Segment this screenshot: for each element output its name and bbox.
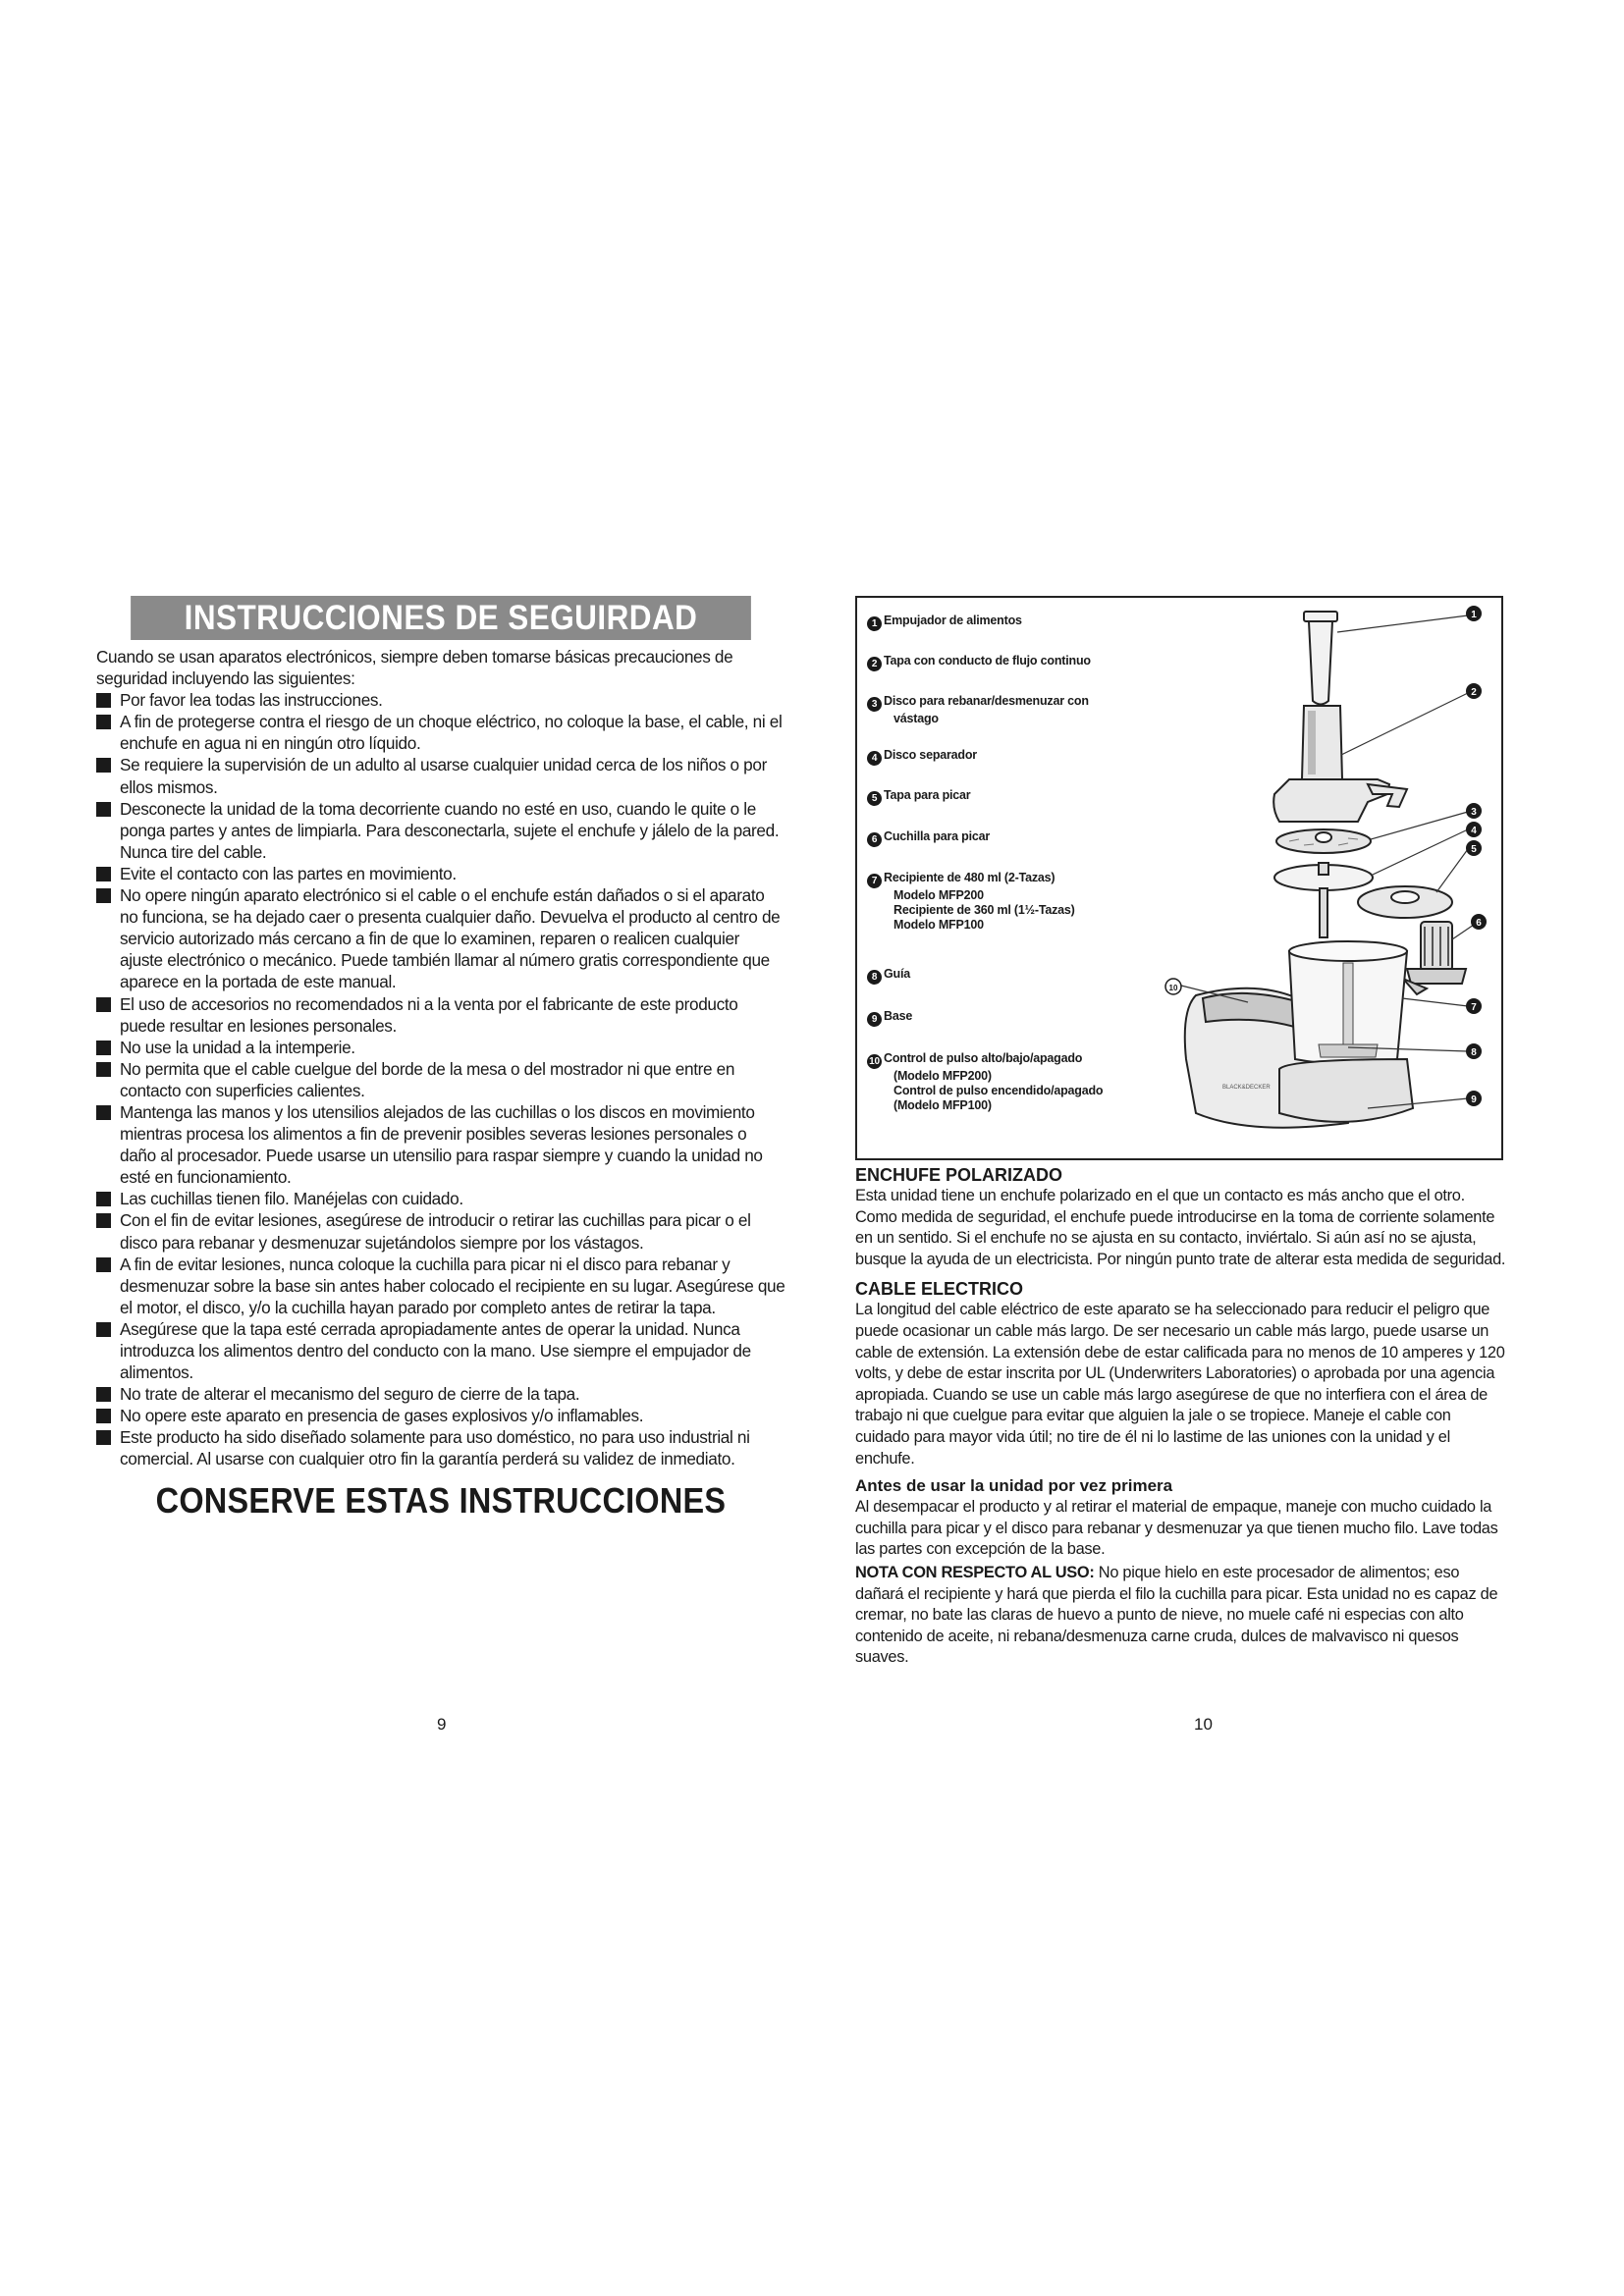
safety-title-banner: INSTRUCCIONES DE SEGUIRDAD bbox=[131, 596, 751, 640]
chopping-blade-drawing bbox=[1403, 922, 1466, 994]
svg-text:8: 8 bbox=[1471, 1047, 1477, 1058]
callout-2 bbox=[1466, 683, 1482, 699]
callout-4 bbox=[1466, 822, 1482, 837]
safety-bullet: Este producto ha sido diseñado solamente para uso doméstico, no para uso industrial ni comercial. Al usarse con cualquier otro fin la garantía perderá su validez de inmediato. bbox=[96, 1426, 785, 1469]
safety-bullet: Se requiere la supervisión de un adulto al usarse cualquier unidad cerca de los niños o por ellos mismos. bbox=[96, 754, 785, 797]
food-processor-illustration bbox=[857, 598, 1501, 1158]
svg-text:1: 1 bbox=[1471, 610, 1477, 620]
safety-bullet: A fin de protegerse contra el riesgo de un choque eléctrico, no coloque la base, el cable, ni el enchufe en agua ni en ningún otro líquido. bbox=[96, 711, 785, 754]
safety-bullet-list bbox=[96, 689, 785, 1469]
part-label: Modelo MFP100 bbox=[893, 918, 984, 932]
usage-note bbox=[855, 1563, 1508, 1669]
part-label: Disco separador bbox=[884, 748, 977, 762]
part-number-badge: 10 bbox=[867, 1054, 882, 1069]
part-number-badge: 5 bbox=[867, 791, 882, 806]
part-number-badge: 1 bbox=[867, 616, 882, 631]
safety-bullet: Desconecte la unidad de la toma decorriente cuando no esté en uso, cuando le quite o le ponga partes y antes de limpiarla. Para desconectarla, sujete el enchufe y jálelo de la pared. Nunca tire del cable. bbox=[96, 798, 785, 863]
usage-note-text: No pique hielo en este procesador de alimentos; eso dañará el recipiente y hará que pierda el filo la cuchilla para picar. Esta unidad no es capaz de cremar, no bate las claras de huevo a punto de nieve, no muele café ni especias con alto contenido de aceite, ni rebana/desmenuza carne cruda, dulces de malvavisco ni quesos suaves. bbox=[855, 1563, 1498, 1667]
svg-text:2: 2 bbox=[1471, 687, 1477, 698]
slicing-disc-drawing bbox=[1276, 829, 1371, 853]
part-number-badge: 2 bbox=[867, 657, 882, 671]
callout-5 bbox=[1466, 840, 1482, 856]
page-number-left: 9 bbox=[437, 1715, 447, 1734]
page-number-right: 10 bbox=[1194, 1715, 1213, 1734]
safety-bullet: Con el fin de evitar lesiones, asegúrese de introducir o retirar las cuchillas para picar o el disco para rebanar y desmenuzar sujetándolos siempre por los vástagos. bbox=[96, 1209, 785, 1253]
safety-bullet: No permita que el cable cuelgue del borde de la mesa o del mostrador ni que entre en contacto con superficies calientes. bbox=[96, 1058, 785, 1101]
svg-text:9: 9 bbox=[1471, 1095, 1477, 1105]
first-use-heading: Antes de usar la unidad por vez primera bbox=[855, 1476, 1173, 1496]
callout-3 bbox=[1466, 803, 1482, 819]
left-page bbox=[96, 596, 785, 1522]
callout-8 bbox=[1466, 1043, 1482, 1059]
usage-note-label: NOTA CON RESPECTO AL USO: bbox=[855, 1563, 1095, 1581]
safety-bullet: Mantenga las manos y los utensilios alejados de las cuchillas o los discos en movimiento mientras procesa los alimentos a fin de prevenir posibles severas lesiones personales o daño al procesador. Puede usarse un utensilio para raspar siempre y cuando la unidad no esté en funcionamiento. bbox=[96, 1101, 785, 1188]
food-pusher-drawing bbox=[1304, 612, 1337, 705]
svg-text:10: 10 bbox=[1168, 984, 1178, 992]
safety-intro: Cuando se usan aparatos electrónicos, siempre deben tomarse básicas precauciones de seguridad incluyendo las siguientes: bbox=[96, 647, 733, 689]
safety-bullet: No use la unidad a la intemperie. bbox=[96, 1037, 785, 1058]
part-number-badge: 4 bbox=[867, 751, 882, 766]
safety-bullet: No opere este aparato en presencia de gases explosivos y/o inflamables. bbox=[96, 1405, 785, 1426]
svg-text:3: 3 bbox=[1471, 807, 1477, 818]
callout-6 bbox=[1471, 914, 1487, 930]
electric-cable-heading: CABLE ELECTRICO bbox=[855, 1279, 1023, 1300]
callout-1 bbox=[1466, 606, 1482, 621]
part-label: (Modelo MFP100) bbox=[893, 1098, 992, 1112]
part-label: Recipiente de 480 ml (2-Tazas) bbox=[884, 871, 1056, 884]
base-assembly-drawing bbox=[1185, 941, 1413, 1128]
part-number-badge: 8 bbox=[867, 970, 882, 985]
right-page bbox=[855, 596, 1508, 1669]
part-number-badge: 9 bbox=[867, 1012, 882, 1027]
safety-bullet: No trate de alterar el mecanismo del seguro de cierre de la tapa. bbox=[96, 1383, 785, 1405]
safety-bullet: Por favor lea todas las instrucciones. bbox=[96, 689, 785, 711]
part-label: Disco para rebanar/desmenuzar con bbox=[884, 694, 1089, 708]
svg-text:5: 5 bbox=[1471, 844, 1477, 855]
part-label: Control de pulso encendido/apagado bbox=[893, 1084, 1104, 1097]
part-number-badge: 7 bbox=[867, 874, 882, 888]
safety-bullet: A fin de evitar lesiones, nunca coloque la cuchilla para picar ni el disco para rebanar y desmenuzar sobre la base sin antes haber colocado el recipiente en su lugar. Asegúrese que el motor, el disco, y/o la cuchilla hayan parado por completo antes de retirar la tapa. bbox=[96, 1254, 785, 1318]
parts-diagram-box bbox=[855, 596, 1503, 1160]
part-label: Control de pulso alto/bajo/apagado bbox=[884, 1051, 1083, 1065]
part-number-badge: 3 bbox=[867, 697, 882, 712]
safety-bullet: El uso de accesorios no recomendados ni a la venta por el fabricante de este producto puede resultar en lesiones personales. bbox=[96, 993, 785, 1037]
first-use-text: Al desempacar el producto y al retirar el material de empaque, maneje con mucho cuidado la cuchilla para picar y el disco para rebanar y desmenuzar ya que tienen mucho filo. Lave todas las partes con excepción de la base. bbox=[855, 1498, 1498, 1559]
polarized-plug-text: Esta unidad tiene un enchufe polarizado en el que un contacto es más ancho que el otro. Como medida de seguridad, el enchufe puede introducirse en la toma de corriente solamente en un sentido. Si el enchufe no se ajusta en su contacto, inviértalo. Si aún así no se ajusta, busque la ayuda de un electricista. Por ningún punto trate de alterar esta medida de seguridad. bbox=[855, 1187, 1506, 1268]
svg-text:7: 7 bbox=[1471, 1002, 1477, 1013]
safety-bullet: Las cuchillas tienen filo. Manéjelas con cuidado. bbox=[96, 1188, 785, 1209]
conserve-instructions-heading: CONSERVE ESTAS INSTRUCCIONES bbox=[155, 1479, 727, 1521]
svg-text:BLACK&DECKER: BLACK&DECKER bbox=[1222, 1085, 1271, 1091]
safety-bullet: Evite el contacto con las partes en movimiento. bbox=[96, 863, 785, 884]
part-label: Recipiente de 360 ml (1½-Tazas) bbox=[893, 903, 1075, 917]
polarized-plug-heading: ENCHUFE POLARIZADO bbox=[855, 1165, 1062, 1185]
part-label: Cuchilla para picar bbox=[884, 829, 991, 843]
electric-cable-text: La longitud del cable eléctrico de este aparato se ha seleccionado para reducir el peligro que puede ocasionar un cable más largo. De ser necesario un cable más largo, puede usarse un cable de extensión. La extensión debe de estar calificada para no menos de 10 amperes y 120 volts, y debe de estar inscrita por UL (Underwriters Laboratories) o aprobada por una agencia apropiada. Cuando se use un cable más largo asegúrese de que no interfiera con el área de trabajo ni que cuelgue para evitar que alguien la jale o se tropiece. Maneje el cable con cuidado para mayor vida útil; no tire de él ni lo lastime de las uniones con la unidad y el enchufe. bbox=[855, 1301, 1505, 1468]
part-label: (Modelo MFP200) bbox=[893, 1069, 992, 1083]
part-label: Base bbox=[884, 1009, 913, 1023]
callout-7 bbox=[1466, 998, 1482, 1014]
safety-bullet: Asegúrese que la tapa esté cerrada apropiadamente antes de operar la unidad. Nunca introduzca los alimentos dentro del conducto con la mano. Use siempre el empujador de alimentos. bbox=[96, 1318, 785, 1383]
part-label: Tapa con conducto de flujo continuo bbox=[884, 654, 1091, 667]
safety-bullet: No opere ningún aparato electrónico si el cable o el enchufe están dañados o si el aparato no funciona, se ha dejado caer o presenta cualquier daño. Devuelva el producto al centro de servicio autorizado más cercano a fin de que lo examinen, reparen o realicen cualquier ajuste electrónico o mecánico. Puede también llamar al número gratis correspondiente que aparece en la portada de este manual. bbox=[96, 884, 785, 992]
part-label: Modelo MFP200 bbox=[893, 888, 984, 902]
part-label: vástago bbox=[893, 712, 939, 725]
part-label: Guía bbox=[884, 967, 910, 981]
part-label: Tapa para picar bbox=[884, 788, 971, 802]
part-label: Empujador de alimentos bbox=[884, 614, 1022, 627]
callout-10 bbox=[1165, 979, 1181, 994]
lid-drawing bbox=[1273, 706, 1407, 822]
callout-9 bbox=[1466, 1091, 1482, 1106]
svg-text:4: 4 bbox=[1471, 826, 1477, 836]
part-number-badge: 6 bbox=[867, 832, 882, 847]
svg-text:6: 6 bbox=[1476, 918, 1482, 929]
